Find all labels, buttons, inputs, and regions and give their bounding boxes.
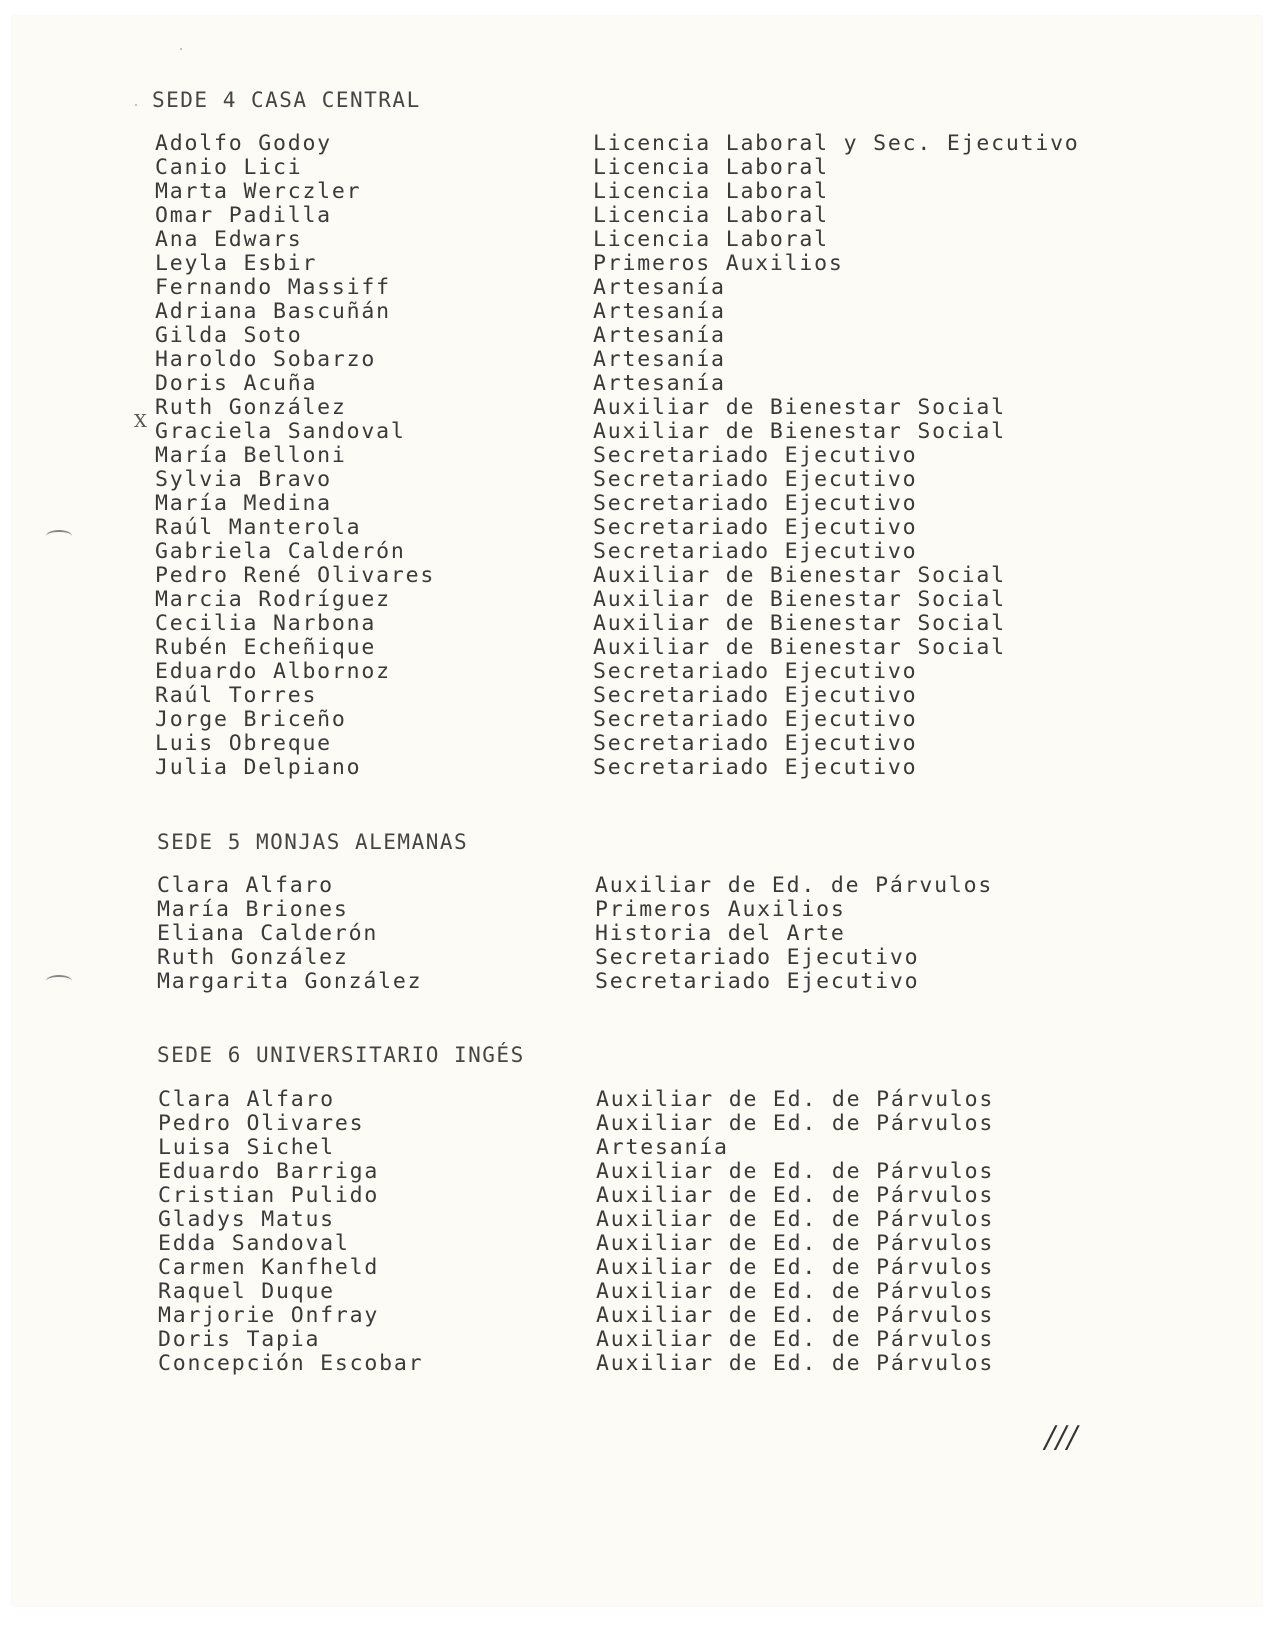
student-name: Ana Edwars	[155, 227, 303, 252]
student-name: Marcia Rodríguez	[155, 587, 391, 612]
list-item	[157, 898, 1157, 922]
list-item	[158, 1184, 1158, 1208]
student-name: Marjorie Onfray	[158, 1303, 380, 1328]
course-name: Artesanía	[596, 1135, 729, 1160]
list-item	[155, 708, 1155, 732]
list-item	[155, 588, 1155, 612]
list-item	[155, 420, 1155, 444]
list-item	[155, 252, 1155, 276]
student-name: Pedro René Olivares	[155, 563, 436, 588]
course-name: Auxiliar de Ed. de Párvulos	[596, 1255, 995, 1280]
scan-speck	[135, 104, 137, 106]
list-item	[157, 970, 1157, 994]
student-name: Margarita González	[157, 969, 423, 994]
student-name: Leyla Esbir	[155, 251, 318, 276]
student-name: Raúl Torres	[155, 683, 318, 708]
course-name: Artesanía	[593, 347, 726, 372]
list-item	[155, 468, 1155, 492]
student-name: Raúl Manterola	[155, 515, 362, 540]
course-name: Secretariado Ejecutivo	[595, 945, 920, 970]
student-name: Graciela Sandoval	[155, 419, 406, 444]
student-name: Doris Acuña	[155, 371, 318, 396]
course-name: Auxiliar de Bienestar Social	[593, 419, 1006, 444]
student-name: Ruth González	[157, 945, 349, 970]
list-item	[158, 1304, 1158, 1328]
list-item	[155, 180, 1155, 204]
course-name: Auxiliar de Ed. de Párvulos	[596, 1279, 995, 1304]
student-name: Marta Werczler	[155, 179, 362, 204]
student-name: Eduardo Barriga	[158, 1159, 380, 1184]
section-heading: SEDE 6 UNIVERSITARIO INGÉS	[157, 1043, 525, 1067]
student-name: Clara Alfaro	[157, 873, 334, 898]
list-item	[155, 396, 1155, 420]
course-name: Secretariado Ejecutivo	[593, 443, 918, 468]
list-item	[155, 516, 1155, 540]
student-name: Adolfo Godoy	[155, 131, 332, 156]
student-name: Raquel Duque	[158, 1279, 335, 1304]
course-name: Licencia Laboral y Sec. Ejecutivo	[593, 131, 1080, 156]
course-name: Auxiliar de Bienestar Social	[593, 587, 1006, 612]
course-name: Secretariado Ejecutivo	[593, 539, 918, 564]
student-name: Cristian Pulido	[158, 1183, 380, 1208]
student-name: Edda Sandoval	[158, 1231, 350, 1256]
list-item	[158, 1136, 1158, 1160]
list-item	[155, 492, 1155, 516]
course-name: Primeros Auxilios	[593, 251, 844, 276]
list-item	[155, 540, 1155, 564]
course-name: Auxiliar de Bienestar Social	[593, 611, 1006, 636]
student-name: Julia Delpiano	[155, 755, 362, 780]
list-item	[158, 1280, 1158, 1304]
list-item	[155, 564, 1155, 588]
course-name: Auxiliar de Bienestar Social	[593, 635, 1006, 660]
list-item	[155, 132, 1155, 156]
list-item	[155, 444, 1155, 468]
student-name: María Belloni	[155, 443, 347, 468]
list-item	[158, 1256, 1158, 1280]
scan-speck	[180, 48, 182, 50]
student-name: Doris Tapia	[158, 1327, 321, 1352]
handwritten-x-mark: X	[134, 411, 147, 432]
course-name: Secretariado Ejecutivo	[595, 969, 920, 994]
course-name: Auxiliar de Ed. de Párvulos	[596, 1231, 995, 1256]
list-item	[157, 874, 1157, 898]
list-item	[158, 1160, 1158, 1184]
course-name: Auxiliar de Ed. de Párvulos	[596, 1303, 995, 1328]
margin-arc	[46, 530, 72, 542]
list-item	[158, 1352, 1158, 1376]
course-name: Secretariado Ejecutivo	[593, 467, 918, 492]
student-name: María Briones	[157, 897, 349, 922]
list-item	[155, 684, 1155, 708]
list-item	[155, 324, 1155, 348]
student-name: Jorge Briceño	[155, 707, 347, 732]
section-heading: SEDE 5 MONJAS ALEMANAS	[157, 830, 469, 854]
list-item	[158, 1088, 1158, 1112]
course-name: Secretariado Ejecutivo	[593, 515, 918, 540]
list-item	[158, 1208, 1158, 1232]
course-name: Auxiliar de Ed. de Párvulos	[596, 1087, 995, 1112]
list-item	[157, 946, 1157, 970]
course-name: Artesanía	[593, 275, 726, 300]
list-item	[158, 1328, 1158, 1352]
section-heading: SEDE 4 CASA CENTRAL	[152, 88, 421, 112]
course-name: Auxiliar de Ed. de Párvulos	[596, 1183, 995, 1208]
student-name: María Medina	[155, 491, 332, 516]
course-name: Licencia Laboral	[593, 179, 829, 204]
margin-arc	[46, 975, 72, 987]
list-item	[158, 1112, 1158, 1136]
course-name: Secretariado Ejecutivo	[593, 683, 918, 708]
list-item	[155, 276, 1155, 300]
course-name: Auxiliar de Bienestar Social	[593, 563, 1006, 588]
list-item	[157, 922, 1157, 946]
list-item	[155, 156, 1155, 180]
list-item	[155, 660, 1155, 684]
course-name: Auxiliar de Ed. de Párvulos	[596, 1351, 995, 1376]
student-name: Fernando Massiff	[155, 275, 391, 300]
course-name: Licencia Laboral	[593, 227, 829, 252]
student-name: Rubén Echeñique	[155, 635, 377, 660]
student-name: Sylvia Bravo	[155, 467, 332, 492]
course-name: Auxiliar de Ed. de Párvulos	[596, 1327, 995, 1352]
student-name: Omar Padilla	[155, 203, 332, 228]
course-name: Auxiliar de Bienestar Social	[593, 395, 1006, 420]
course-name: Licencia Laboral	[593, 203, 829, 228]
student-name: Clara Alfaro	[158, 1087, 335, 1112]
list-item	[155, 732, 1155, 756]
student-name: Adriana Bascuñán	[155, 299, 391, 324]
course-name: Artesanía	[593, 371, 726, 396]
course-name: Artesanía	[593, 323, 726, 348]
student-name: Gilda Soto	[155, 323, 303, 348]
course-name: Secretariado Ejecutivo	[593, 755, 918, 780]
course-name: Historia del Arte	[595, 921, 846, 946]
student-name: Eliana Calderón	[157, 921, 379, 946]
continuation-mark: ///	[1045, 1420, 1079, 1455]
student-name: Gabriela Calderón	[155, 539, 406, 564]
course-name: Secretariado Ejecutivo	[593, 731, 918, 756]
course-name: Auxiliar de Ed. de Párvulos	[596, 1207, 995, 1232]
list-item	[155, 756, 1155, 780]
student-name: Eduardo Albornoz	[155, 659, 391, 684]
list-item	[155, 612, 1155, 636]
student-name: Carmen Kanfheld	[158, 1255, 380, 1280]
list-item	[155, 228, 1155, 252]
course-name: Primeros Auxilios	[595, 897, 846, 922]
list-item	[155, 204, 1155, 228]
course-name: Auxiliar de Ed. de Párvulos	[596, 1111, 995, 1136]
student-name: Concepción Escobar	[158, 1351, 424, 1376]
student-name: Ruth González	[155, 395, 347, 420]
course-name: Secretariado Ejecutivo	[593, 707, 918, 732]
list-item	[155, 636, 1155, 660]
student-name: Pedro Olivares	[158, 1111, 365, 1136]
course-name: Artesanía	[593, 299, 726, 324]
student-name: Haroldo Sobarzo	[155, 347, 377, 372]
course-name: Auxiliar de Ed. de Párvulos	[596, 1159, 995, 1184]
list-item	[155, 372, 1155, 396]
student-name: Luis Obreque	[155, 731, 332, 756]
student-name: Cecilia Narbona	[155, 611, 377, 636]
student-name: Gladys Matus	[158, 1207, 335, 1232]
course-name: Secretariado Ejecutivo	[593, 659, 918, 684]
list-item	[155, 348, 1155, 372]
list-item	[155, 300, 1155, 324]
course-name: Auxiliar de Ed. de Párvulos	[595, 873, 994, 898]
course-name: Licencia Laboral	[593, 155, 829, 180]
course-name: Secretariado Ejecutivo	[593, 491, 918, 516]
student-name: Luisa Sichel	[158, 1135, 335, 1160]
student-name: Canio Lici	[155, 155, 303, 180]
list-item	[158, 1232, 1158, 1256]
